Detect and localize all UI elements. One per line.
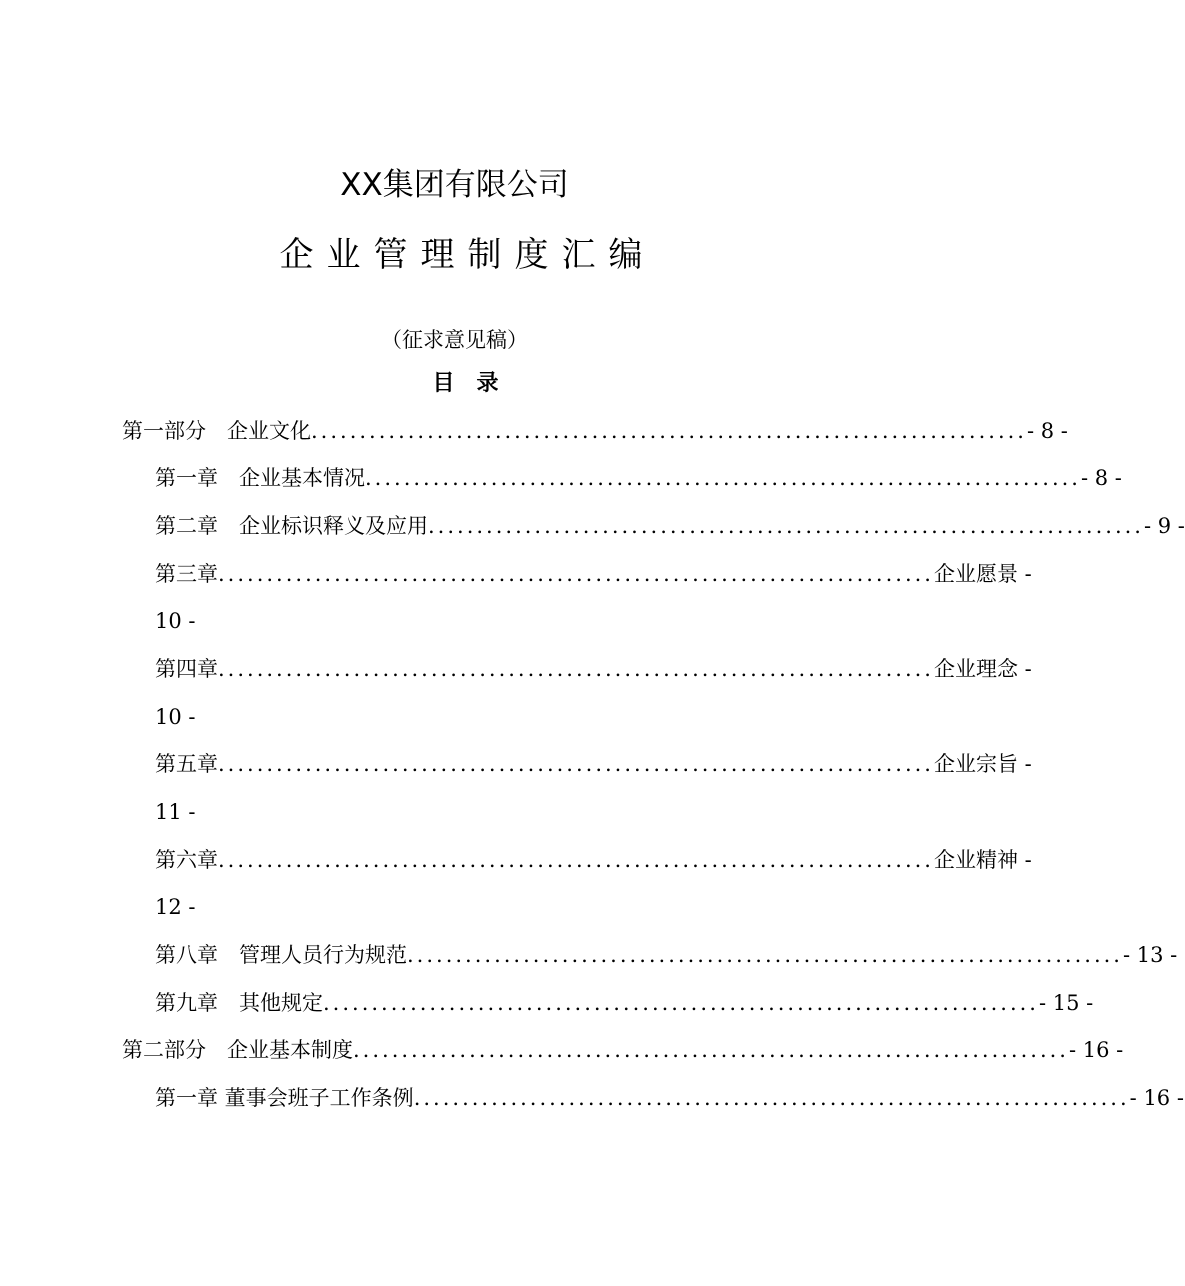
toc-entry-page: - 16 - [1129,1086,1184,1110]
toc-entry-label: 第三章 [155,562,218,586]
toc-entry[interactable] [155,845,1032,875]
toc-entry-page: - 9 - [1143,514,1185,538]
toc-entry-label: 第二部分 企业基本制度 [122,1038,353,1062]
toc-entry-page: 企业精神 - [933,848,1032,872]
toc-entry-label: 第九章 其他规定 [155,991,323,1015]
toc-entry-label: 第一章 企业基本情况 [155,466,365,490]
toc-entry[interactable] [122,1035,1124,1065]
toc-leader-dots: .......................................................................... [218,657,934,681]
toc-entry-page: 企业愿景 - [933,562,1032,586]
toc-entry-continuation [155,892,455,922]
toc-entry-continuation [155,702,455,732]
toc-entry-page: - 8 - [1080,466,1122,490]
toc-entry-page: 企业理念 - [933,657,1032,681]
toc-entry[interactable] [155,749,1032,779]
toc-entry-page-wrap: 10 - [155,609,196,633]
toc-leader-dots: .......................................................................... [428,514,1144,538]
toc-entry[interactable] [122,416,1068,446]
toc-entry-page-wrap: 11 - [155,800,196,824]
toc-entry[interactable] [155,940,1178,970]
toc-leader-dots: .......................................................................... [311,419,1027,443]
toc-entry-page-wrap: 10 - [155,705,196,729]
toc-entry-page: - 16 - [1068,1038,1124,1062]
toc-entry-page: 企业宗旨 - [933,752,1032,776]
toc-entry[interactable] [155,463,1122,493]
toc-entry-page: - 8 - [1026,419,1068,443]
draft-status: （征求意见稿） [381,328,528,352]
toc-entry-continuation [155,797,455,827]
toc-leader-dots: .......................................................................... [218,848,934,872]
toc-entry[interactable] [155,654,1032,684]
toc-leader-dots: .......................................................................... [413,1086,1130,1110]
toc-entry-page: - 15 - [1038,991,1094,1015]
toc-entry-page: - 13 - [1122,943,1178,967]
toc-entry-page-wrap: 12 - [155,895,196,919]
toc-entry[interactable] [155,511,1185,541]
toc-entry[interactable] [155,559,1032,589]
toc-entry-continuation [155,606,455,636]
toc-leader-dots: .......................................................................... [323,991,1039,1015]
toc-entry-label: 第一章 董事会班子工作条例 [155,1086,414,1110]
toc-leader-dots: .......................................................................... [353,1038,1069,1062]
toc-entry-label: 第二章 企业标识释义及应用 [155,514,428,538]
document-title: XX集团有限公司 [340,167,569,203]
toc-entry[interactable] [155,1083,1184,1113]
toc-entry-label: 第八章 管理人员行为规范 [155,943,407,967]
toc-leader-dots: .......................................................................... [218,562,934,586]
document-subtitle: 企业管理制度汇编 [279,235,656,275]
toc-leader-dots: .......................................................................... [365,466,1081,490]
toc-leader-dots: .......................................................................... [218,752,934,776]
toc-heading: 目录 [432,370,521,396]
toc-entry-label: 第六章 [155,848,218,872]
toc-entry-label: 第四章 [155,657,218,681]
toc-entry[interactable] [155,988,1094,1018]
toc-entry-label: 第五章 [155,752,218,776]
toc-leader-dots: .......................................................................... [407,943,1123,967]
toc-entry-label: 第一部分 企业文化 [122,419,311,443]
